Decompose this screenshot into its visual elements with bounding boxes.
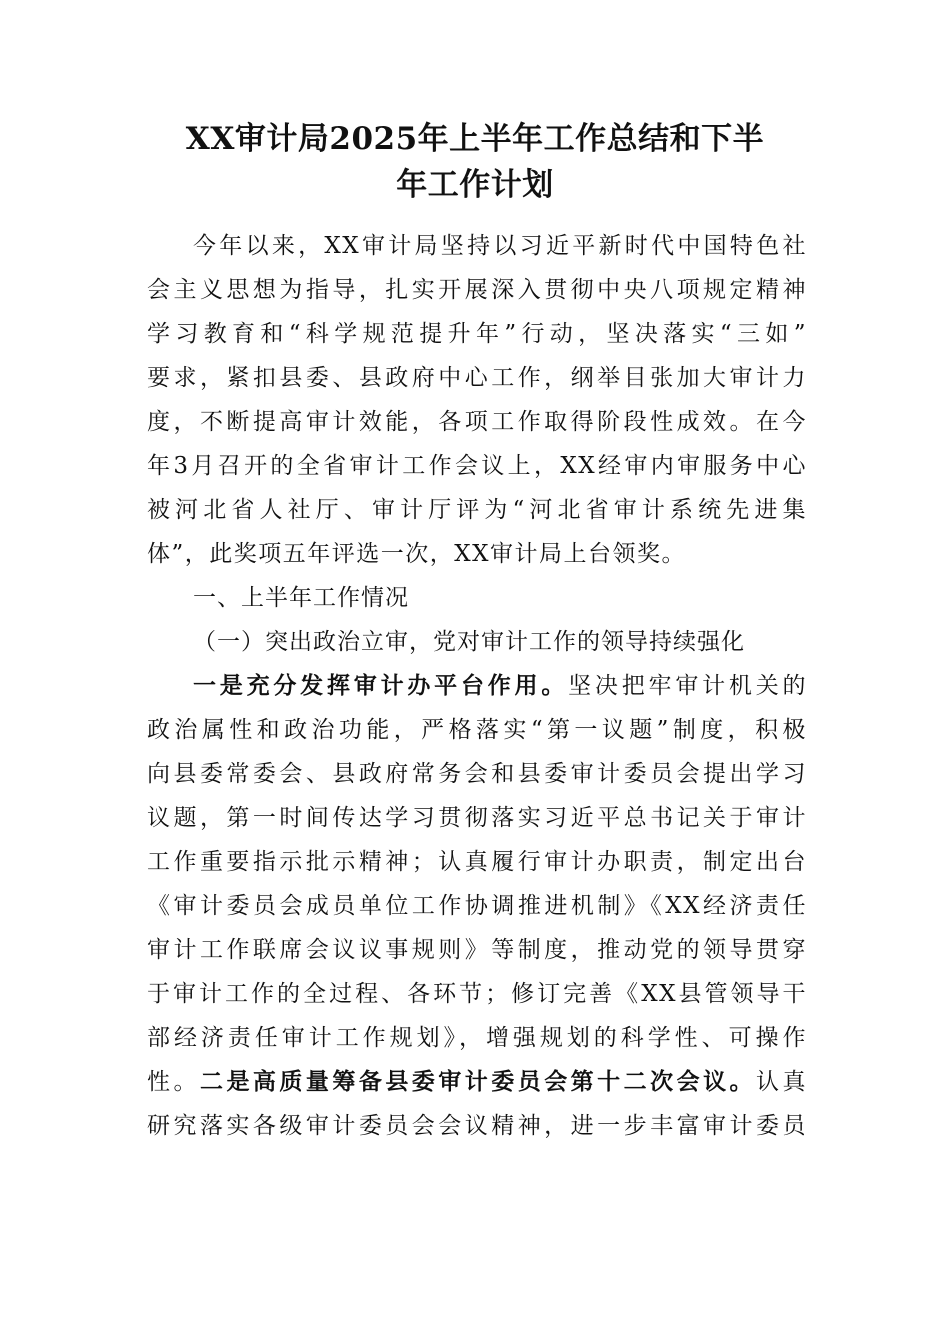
body-paragraph-line [193, 664, 807, 708]
body-text: 坚决把牢审计机关的 [568, 673, 807, 699]
intro-paragraph-line: 被河北省人社厅、审计厅评为“河北省审计系统先进集 [147, 497, 807, 523]
body-paragraph-line: 于审计工作的全过程、各环节；修订完善《XX县管领导干 [147, 981, 807, 1007]
body-paragraph-line: 部经济责任审计工作规划》，增强规划的科学性、可操作 [147, 1025, 807, 1051]
body-text: 认真 [756, 1069, 807, 1095]
body-paragraph-line: 议题，第一时间传达学习贯彻落实习近平总书记关于审计 [147, 805, 807, 831]
intro-paragraph-line: 度，不断提高审计效能，各项工作取得阶段性成效。在今 [147, 409, 807, 435]
intro-paragraph-line: 体”，此奖项五年评选一次，XX审计局上台领奖。 [147, 541, 687, 567]
intro-paragraph-line: 会主义思想为指导，扎实开展深入贯彻中央八项规定精神 [147, 277, 807, 303]
point-1-title: 一是充分发挥审计办平台作用。 [193, 673, 569, 699]
document-title-line-1: XX审计局2025年上半年工作总结和下半 [185, 121, 765, 157]
intro-paragraph-line: 今年以来，XX审计局坚持以习近平新时代中国特色社 [193, 233, 807, 259]
subsection-heading-1: （一）突出政治立审，党对审计工作的领导持续强化 [193, 629, 745, 655]
point-2-title: 二是高质量筹备县委审计委员会第十二次会议。 [199, 1069, 757, 1095]
body-text: 性。 [147, 1069, 200, 1095]
body-paragraph-line: 《审计委员会成员单位工作协调推进机制》《XX经济责任 [147, 893, 807, 919]
body-paragraph-line [147, 1060, 807, 1104]
body-paragraph-line: 政治属性和政治功能，严格落实“第一议题”制度，积极 [147, 717, 807, 743]
intro-paragraph-line: 要求，紧扣县委、县政府中心工作，纲举目张加大审计力 [147, 365, 807, 391]
document-title-line-2: 年工作计划 [396, 167, 554, 203]
body-paragraph-line: 向县委常委会、县政府常务会和县委审计委员会提出学习 [147, 761, 807, 787]
body-paragraph-line: 研究落实各级审计委员会会议精神，进一步丰富审计委员 [147, 1113, 807, 1139]
body-paragraph-line: 审计工作联席会议议事规则》等制度，推动党的领导贯穿 [147, 937, 807, 963]
intro-paragraph-line: 年3月召开的全省审计工作会议上，XX经审内审服务中心 [147, 453, 807, 479]
body-paragraph-line: 工作重要指示批示精神；认真履行审计办职责，制定出台 [147, 849, 807, 875]
intro-paragraph-line: 学习教育和“科学规范提升年”行动，坚决落实“三如” [147, 321, 807, 347]
section-heading-1: 一、上半年工作情况 [193, 585, 409, 611]
